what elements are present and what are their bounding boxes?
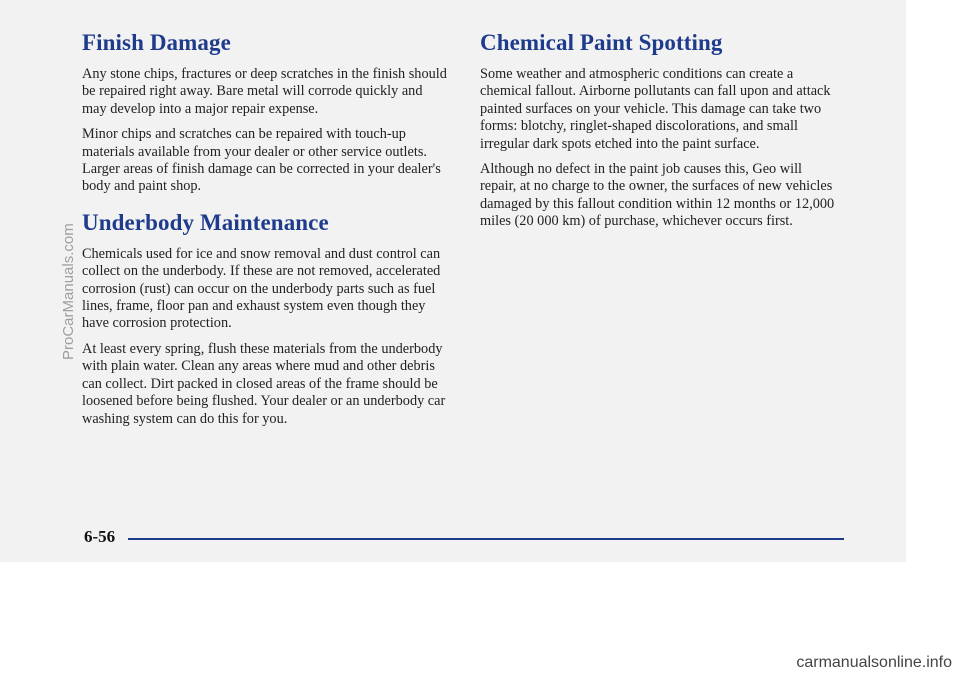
left-column <box>82 30 450 436</box>
finish-damage-paragraph-2: Minor chips and scratches can be repaired with touch-up materials available from your dealer or other service outlets. Larger areas of finish damage can be corrected in your dealer's body and paint shop. <box>82 126 441 195</box>
heading-underbody-maintenance: Underbody Maintenance <box>82 209 329 235</box>
side-watermark: ProCarManuals.com <box>60 223 77 360</box>
finish-damage-paragraph-1: Any stone chips, fractures or deep scratches in the finish should be repaired right away. Bare metal will corrode quickly and may develop into a major repair expense. <box>82 66 447 117</box>
underbody-paragraph-2: At least every spring, flush these materials from the underbody with plain water. Clean any areas where mud and other debris can collect. Dirt packed in closed areas of the frame should be loosened before being flushed. Your dealer or an underbody car washing system can do this for you. <box>82 340 446 427</box>
paint-spotting-paragraph-1: Some weather and atmospheric conditions can create a chemical fallout. Airborne pollutants can fall upon and attack painted surfaces on your vehicle. This damage can take two forms: blotchy, ringlet-shaped discolorations, and small irregular dark spots etched into the paint surface. <box>480 66 831 152</box>
heading-chemical-paint-spotting: Chemical Paint Spotting <box>480 30 723 55</box>
footer-rule <box>128 538 844 540</box>
right-column <box>480 30 840 239</box>
page-number: 6-56 <box>84 527 116 546</box>
bottom-watermark: carmanualsonline.info <box>796 654 952 671</box>
paint-spotting-paragraph-2: Although no defect in the paint job causes this, Geo will repair, at no charge to the owner, the surfaces of new vehicles damaged by this fallout condition within 12 months or 12,000 miles (20 000 km) of purchase, whichever occurs first. <box>480 161 835 230</box>
underbody-paragraph-1: Chemicals used for ice and snow removal and dust control can collect on the underbody. If these are not removed, accelerated corrosion (rust) can occur on the underbody parts such as fuel lines, frame, floor pan and exhaust system even though they have corrosion protection. <box>82 245 441 332</box>
heading-finish-damage: Finish Damage <box>82 30 231 55</box>
